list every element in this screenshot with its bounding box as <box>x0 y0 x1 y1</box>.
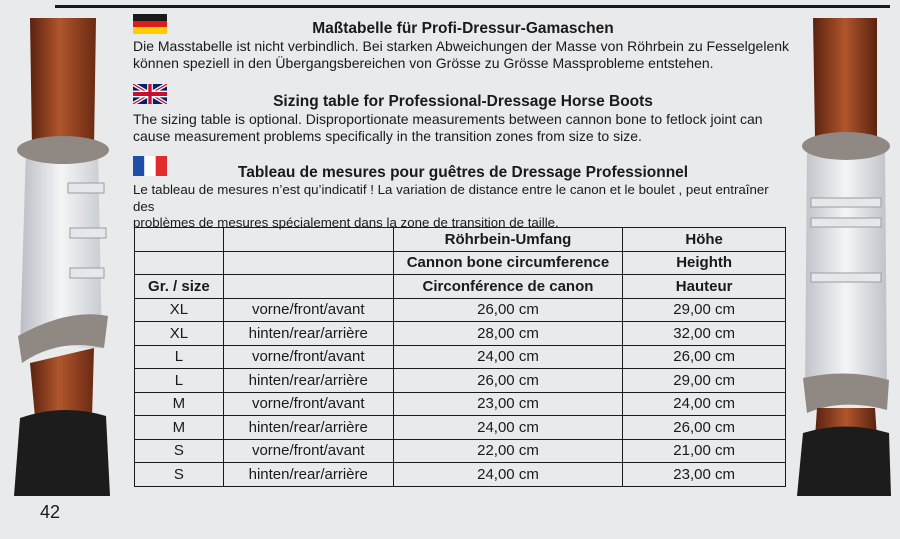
section-german <box>133 14 793 74</box>
cell-size: L <box>135 345 224 369</box>
cell-circumference: 24,00 cm <box>393 416 623 440</box>
cell-size: M <box>135 392 224 416</box>
cell-circumference: 23,00 cm <box>393 392 623 416</box>
cell-size: XL <box>135 322 224 346</box>
header-cell-empty <box>223 275 393 299</box>
table-row <box>135 463 786 487</box>
header-cell-empty <box>135 251 224 275</box>
table-row <box>135 298 786 322</box>
header-height-de: Höhe <box>623 228 786 252</box>
cell-height: 29,00 cm <box>623 298 786 322</box>
table-row <box>135 416 786 440</box>
text-line: Die Masstabelle ist nicht verbindlich. Bei starken Abweichungen der Masse von Röhrbein zu Fesselgelenk <box>133 38 790 54</box>
section-english <box>133 84 793 144</box>
text-line: können speziell in den Übergangsbereichen von Grösse zu Grösse Massprobleme entstehen. <box>133 54 714 71</box>
section-heading-de: Maßtabelle für Profi-Dressur-Gamaschen <box>312 20 614 37</box>
cell-position: vorne/front/avant <box>223 345 393 369</box>
cell-circumference: 22,00 cm <box>393 439 623 463</box>
cell-height: 26,00 cm <box>623 345 786 369</box>
section-text-fr <box>133 182 793 232</box>
cell-size: XL <box>135 298 224 322</box>
cell-position: vorne/front/avant <box>223 298 393 322</box>
cell-position: vorne/front/avant <box>223 392 393 416</box>
cell-position: hinten/rear/arrière <box>223 416 393 440</box>
cell-size: S <box>135 463 224 487</box>
header-cell-empty <box>223 251 393 275</box>
page-number: 42 <box>40 502 61 522</box>
table-header-row <box>135 251 786 275</box>
cell-size: M <box>135 416 224 440</box>
text-line: The sizing table is optional. Disproportionate measurements between cannon bone to fetlock joint can <box>133 111 763 127</box>
table-header-row <box>135 275 786 299</box>
cell-position: vorne/front/avant <box>223 439 393 463</box>
section-french <box>133 156 793 230</box>
cell-position: hinten/rear/arrière <box>223 463 393 487</box>
cell-height: 32,00 cm <box>623 322 786 346</box>
cell-size: L <box>135 369 224 393</box>
table-row <box>135 392 786 416</box>
cell-height: 23,00 cm <box>623 463 786 487</box>
table-row <box>135 369 786 393</box>
cell-circumference: 26,00 cm <box>393 369 623 393</box>
horse-boot-image-left <box>8 18 113 498</box>
section-heading-en: Sizing table for Professional-Dressage Horse Boots <box>273 93 653 110</box>
section-text-en <box>133 111 793 144</box>
top-rule <box>55 5 890 8</box>
section-heading-fr: Tableau de mesures pour guêtres de Dressage Professionnel <box>237 164 689 181</box>
header-size: Gr. / size <box>135 275 224 299</box>
text-line: cause measurement problems specifically in the transition zones from size to size. <box>133 127 642 144</box>
cell-height: 24,00 cm <box>623 392 786 416</box>
table-header-row <box>135 228 786 252</box>
table-row <box>135 345 786 369</box>
header-circumference-en: Cannon bone circumference <box>393 251 623 275</box>
cell-height: 21,00 cm <box>623 439 786 463</box>
section-text-de <box>133 38 793 71</box>
sizing-table <box>134 227 786 487</box>
cell-height: 26,00 cm <box>623 416 786 440</box>
table-row <box>135 439 786 463</box>
cell-circumference: 28,00 cm <box>393 322 623 346</box>
cell-circumference: 26,00 cm <box>393 298 623 322</box>
text-line: problèmes de mesures spécialement dans la zone de transition de taille. <box>133 215 559 230</box>
header-circumference-fr: Circonférence de canon <box>393 275 623 299</box>
header-cell-empty <box>223 228 393 252</box>
text-line: Le tableau de mesures n’est qu’indicatif ! La variation de distance entre le canon et le boulet , peut entraîner des <box>133 182 769 214</box>
horse-boot-image-right <box>793 18 893 498</box>
table-row <box>135 322 786 346</box>
header-height-en: Heighth <box>623 251 786 275</box>
cell-position: hinten/rear/arrière <box>223 322 393 346</box>
cell-circumference: 24,00 cm <box>393 463 623 487</box>
header-height-fr: Hauteur <box>623 275 786 299</box>
header-circumference-de: Röhrbein-Umfang <box>393 228 623 252</box>
header-cell-empty <box>135 228 224 252</box>
cell-position: hinten/rear/arrière <box>223 369 393 393</box>
cell-size: S <box>135 439 224 463</box>
cell-height: 29,00 cm <box>623 369 786 393</box>
cell-circumference: 24,00 cm <box>393 345 623 369</box>
